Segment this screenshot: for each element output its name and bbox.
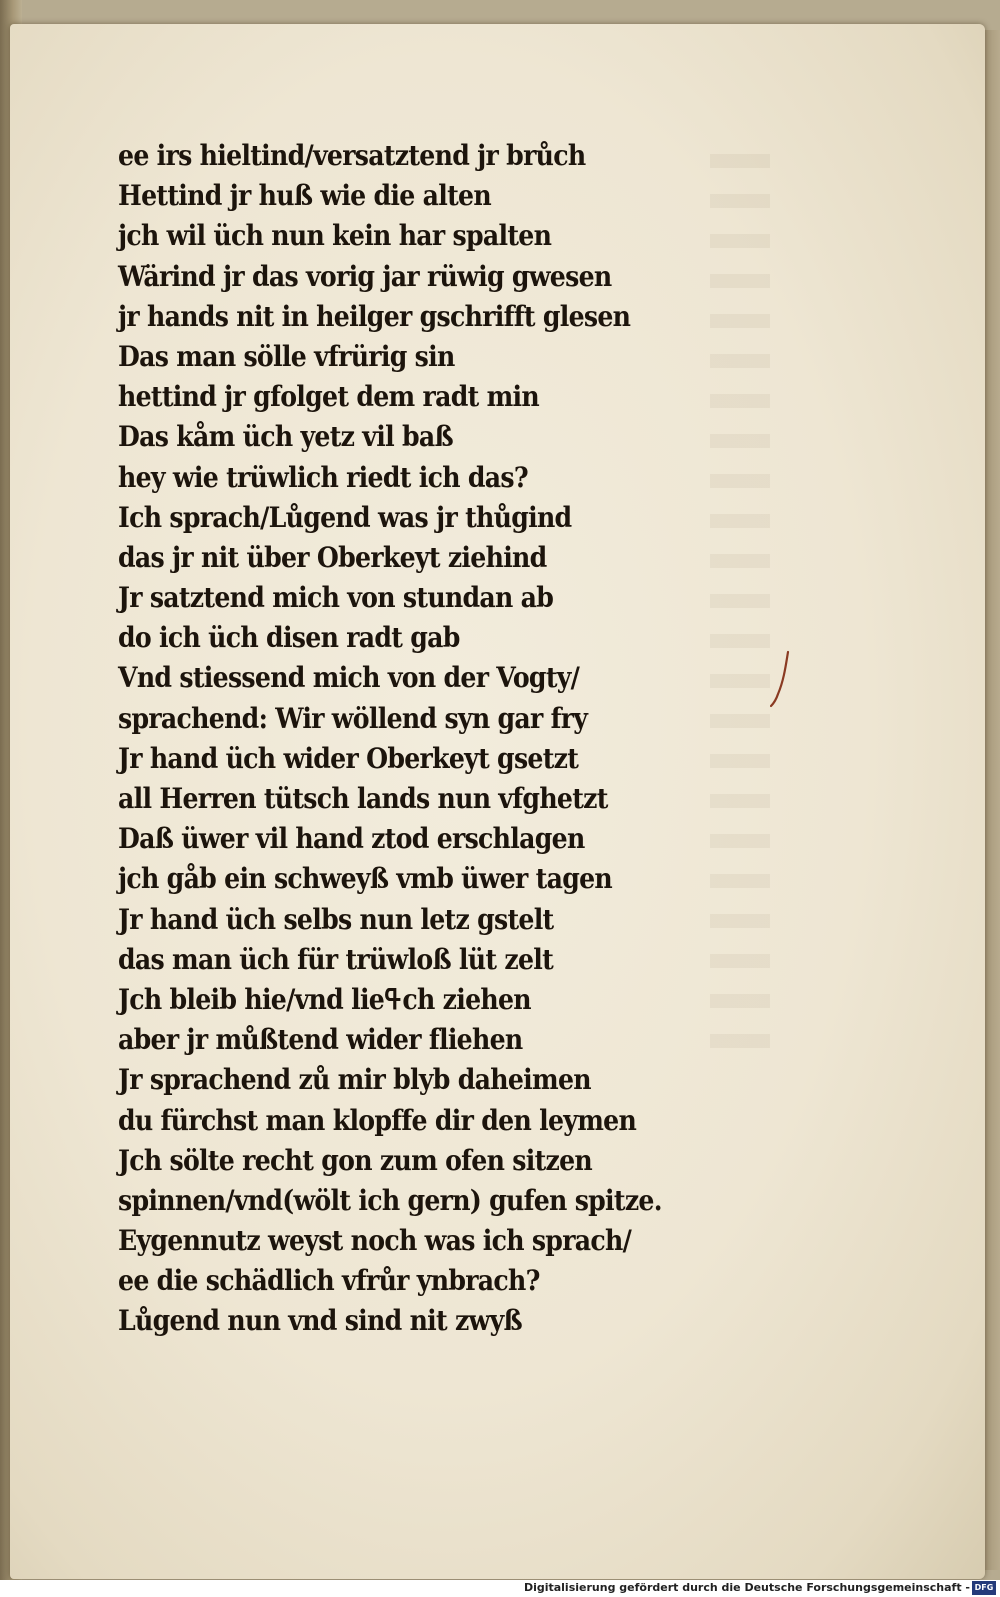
verse-line: Ich sprach/Lůgend was jr thůgind (118, 500, 572, 534)
verse-line: hettind jr gfolget dem radt min (118, 380, 539, 414)
verse-line: Daß üwer vil hand ztod erschlagen (118, 822, 585, 856)
verse-line: Wärind jr das vorig jar rüwig gwesen (118, 259, 612, 293)
verse-line: Das man sölle vfrürig sin (118, 339, 455, 373)
verse-line: do ich üch disen radt gab (118, 621, 460, 655)
verse-line: jch wil üch nun kein har spalten (118, 219, 552, 253)
digitization-credit: Digitalisierung gefördert durch die Deutsche Forschungsgemeinschaft - (523, 1581, 970, 1594)
verse-line: all Herren tütsch lands nun vfghetzt (118, 782, 608, 815)
verse-line: Eygennutz weyst noch was ich sprach/ (118, 1224, 632, 1258)
verse-line: das jr nit über Oberkeyt ziehind (118, 540, 547, 574)
ink-stroke-mark (770, 650, 792, 708)
verse-line: du fürchst man klopffe dir den leymen (118, 1103, 637, 1137)
verse-line: jch gåb ein schweyß vmb üwer tagen (118, 862, 613, 896)
verse-line: Vnd stiessend mich von der Vogty/ (118, 661, 580, 695)
verse-line: Jr hand üch wider Oberkeyt gsetzt (118, 741, 579, 775)
verse-line: Das kåm üch yetz vil baß (118, 420, 453, 454)
verse-line: Hettind jr huß wie die alten (118, 179, 491, 213)
verse-line: Lůgend nun vnd sind nit zwyß (118, 1304, 522, 1338)
verse-line: das man üch für trüwloß lüt zelt (118, 942, 554, 976)
verse-line: hey wie trüwlich riedt ich das? (118, 460, 528, 494)
verse-line: Jr hand üch selbs nun letz gstelt (118, 902, 554, 936)
verse-line: ee die schädlich vfrůr ynbrach? (118, 1264, 540, 1298)
dfg-logo: DFG (972, 1581, 996, 1595)
verse-line: sprachend: Wir wöllend syn gar fry (118, 701, 588, 735)
verse-line: Jch bleib hie/vnd lieߟch ziehen (118, 982, 531, 1016)
verse-text-block (118, 136, 758, 1342)
verse-line: Jr sprachend zů mir blyb daheimen (118, 1063, 591, 1097)
verse-line: aber jr můßtend wider fliehen (118, 1023, 523, 1057)
verse-line: spinnen/vnd(wölt ich gern) gufen spitze. (118, 1183, 662, 1217)
verse-line: Jch sölte recht gon zum ofen sitzen (118, 1143, 593, 1177)
verse-line: jr hands nit in heilger gschrifft glesen (118, 299, 631, 333)
verse-line: Jr satztend mich von stundan ab (118, 581, 554, 615)
verse-line: ee irs hieltind/versatztend jr brůch (118, 139, 586, 172)
